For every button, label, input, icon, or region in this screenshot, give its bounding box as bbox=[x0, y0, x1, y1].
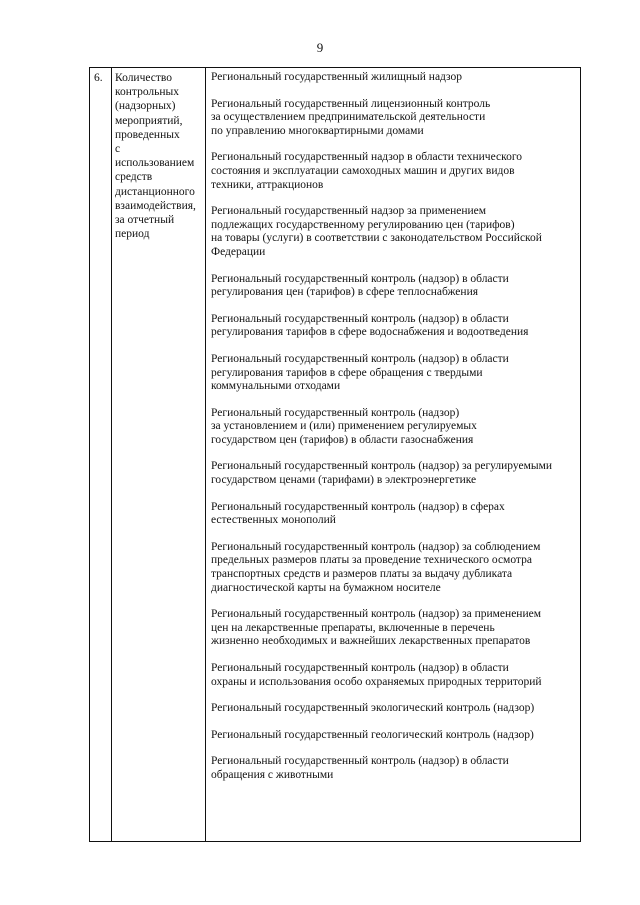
indicator-line: проведенных bbox=[115, 128, 180, 141]
oversight-type-entry bbox=[211, 205, 578, 259]
oversight-type-entry bbox=[211, 541, 578, 595]
oversight-type-line: государством ценами (тарифами) в электроэнергетике bbox=[211, 474, 477, 487]
oversight-type-line: транспортных средств и размеров платы за выдачу дубликата bbox=[211, 568, 513, 581]
oversight-type-entry bbox=[211, 702, 578, 716]
oversight-type-entry bbox=[211, 71, 578, 85]
indicator-cell bbox=[112, 68, 206, 841]
indicator-line: мероприятий, bbox=[115, 114, 183, 127]
oversight-type-entry bbox=[211, 662, 578, 689]
oversight-type-line: естественных монополий bbox=[211, 514, 336, 527]
oversight-types-cell bbox=[206, 68, 580, 841]
oversight-type-line: Федерации bbox=[211, 245, 266, 258]
indicator-line: средств bbox=[115, 171, 153, 184]
oversight-type-entry bbox=[211, 501, 578, 528]
oversight-type-line: Региональный государственный контроль (надзор) за применением bbox=[211, 608, 541, 621]
oversight-type-line: Региональный государственный контроль (надзор) за регулируемыми bbox=[211, 460, 553, 473]
oversight-type-line: за установлением и (или) применением регулируемых bbox=[211, 420, 477, 433]
oversight-type-entry bbox=[211, 151, 578, 192]
oversight-type-entry bbox=[211, 608, 578, 649]
oversight-type-line: цен на лекарственные препараты, включенные в перечень bbox=[211, 621, 495, 634]
oversight-type-line: Региональный государственный контроль (надзор) в области bbox=[211, 662, 509, 674]
oversight-type-line: Региональный государственный контроль (надзор) в области bbox=[211, 755, 509, 768]
indicator-line: взаимодействия, bbox=[115, 199, 196, 212]
row-number-cell bbox=[90, 68, 112, 841]
oversight-type-line: государством цен (тарифов) в области газоснабжения bbox=[211, 433, 474, 446]
oversight-type-line: Региональный государственный жилищный надзор bbox=[211, 71, 463, 83]
indicator-line: контрольных bbox=[115, 86, 180, 99]
indicator-line: (надзорных) bbox=[115, 100, 176, 113]
oversight-type-line: предельных размеров платы за проведение технического осмотра bbox=[211, 554, 532, 567]
oversight-type-entry bbox=[211, 729, 578, 743]
oversight-type-line: Региональный государственный контроль (надзор) в сферах bbox=[211, 500, 505, 513]
oversight-type-line: Региональный государственный контроль (надзор) за соблюдением bbox=[211, 540, 541, 553]
oversight-type-line: Региональный государственный лицензионный контроль bbox=[211, 97, 491, 110]
oversight-type-entry bbox=[211, 755, 578, 782]
indicator-line: Количество bbox=[115, 72, 172, 84]
oversight-type-line: регулирования тарифов в сфере водоснабжения и водоотведения bbox=[211, 326, 529, 339]
oversight-type-line: Региональный государственный контроль (надзор) bbox=[211, 406, 460, 419]
oversight-type-line: по управлению многоквартирными домами bbox=[211, 124, 424, 137]
oversight-type-entry bbox=[211, 313, 578, 340]
oversight-type-line: подлежащих государственному регулированию цен (тарифов) bbox=[211, 218, 515, 231]
page-number: 9 bbox=[316, 40, 324, 55]
oversight-type-line: регулирования цен (тарифов) в сфере теплоснабжения bbox=[211, 286, 479, 299]
oversight-type-entry bbox=[211, 460, 578, 487]
indicator-line: за отчетный bbox=[115, 214, 175, 227]
oversight-type-line: Региональный государственный геологический контроль (надзор) bbox=[211, 728, 534, 741]
row-number: 6. bbox=[94, 72, 103, 84]
oversight-type-line: регулирования тарифов в сфере обращения с твердыми bbox=[211, 366, 483, 379]
oversight-type-entry bbox=[211, 273, 578, 300]
oversight-type-line: Региональный государственный надзор в области технического bbox=[211, 151, 523, 164]
oversight-type-line: за осуществлением предпринимательской деятельности bbox=[211, 111, 486, 124]
oversight-type-line: состояния и эксплуатации самоходных машин и других видов bbox=[211, 164, 515, 177]
oversight-type-line: коммунальными отходами bbox=[211, 380, 341, 393]
oversight-type-line: Региональный государственный экологический контроль (надзор) bbox=[211, 702, 535, 715]
oversight-type-entry bbox=[211, 353, 578, 394]
oversight-type-entry bbox=[211, 407, 578, 448]
oversight-type-entry bbox=[211, 98, 578, 139]
indicator-line: дистанционного bbox=[115, 185, 195, 198]
oversight-type-line: диагностической карты на бумажном носителе bbox=[211, 581, 441, 594]
oversight-table bbox=[89, 67, 581, 842]
oversight-type-line: Региональный государственный контроль (надзор) в области bbox=[211, 352, 509, 365]
oversight-type-line: жизненно необходимых и важнейших лекарственных препаратов bbox=[211, 635, 531, 648]
indicator-line: с bbox=[115, 143, 121, 156]
oversight-type-line: Региональный государственный контроль (надзор) в области bbox=[211, 312, 509, 325]
indicator-line: период bbox=[115, 228, 150, 241]
oversight-type-line: обращения с животными bbox=[211, 768, 334, 781]
oversight-type-line: охраны и использования особо охраняемых природных территорий bbox=[211, 675, 542, 688]
oversight-type-line: на товары (услуги) в соответствии с законодательством Российской bbox=[211, 232, 542, 245]
oversight-type-line: Региональный государственный надзор за применением bbox=[211, 205, 487, 218]
oversight-type-line: Региональный государственный контроль (надзор) в области bbox=[211, 272, 509, 285]
oversight-type-line: техники, аттракционов bbox=[211, 178, 324, 191]
indicator-line: использованием bbox=[115, 157, 195, 170]
